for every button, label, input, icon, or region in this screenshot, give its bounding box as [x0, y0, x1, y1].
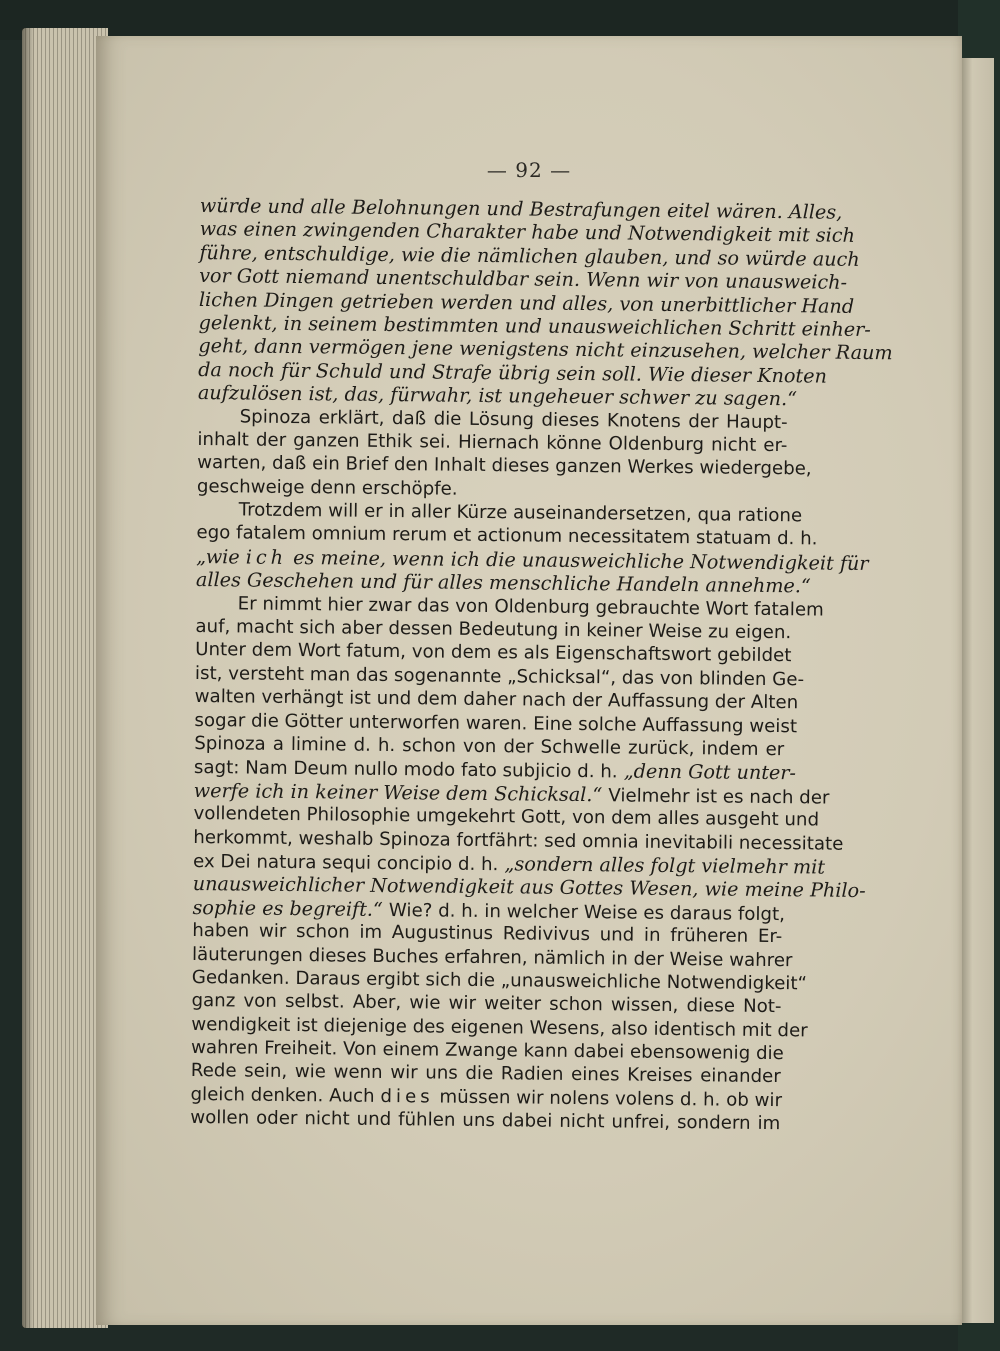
- text-span: Vielmehr ist es nach der: [608, 785, 830, 809]
- text-line: führe, entschuldige, wie die nämlichen glauben, und so würde auch: [199, 240, 860, 271]
- text-line: Unter dem Wort fatum, von dem es als Eigenschaftswort gebildet: [195, 639, 792, 667]
- text-line: inhalt der ganzen Ethik sei. Hiernach könne Oldenburg nicht er-: [197, 428, 788, 457]
- text-line: aufzulösen ist, das, fürwahr, ist ungeheuer schwer zu sagen.“: [197, 381, 798, 411]
- text-line: würde und alle Belohnungen und Bestrafungen eitel wären. Alles,: [199, 194, 843, 224]
- text-line: vollendeten Philosophie umgekehrt Gott, von dem alles ausgeht und: [193, 803, 820, 831]
- text-line: läuterungen dieses Buches erfahren, nämlich in der Weise wahrer: [191, 943, 793, 971]
- text-line: Rede sein, wie wenn wir uns die Radien eines Kreises einander: [190, 1060, 781, 1088]
- page-edges-shadow: [22, 28, 34, 1328]
- text-line: ist, versteht man das sogenannte „Schicksal“, das von blinden Ge-: [194, 662, 805, 691]
- text-line: herkommt, weshalb Spinoza fortfährt: sed omnia inevitabili necessitate: [193, 826, 844, 855]
- text-span: es meine, wenn ich die unausweichliche Notwendigkeit für: [293, 545, 869, 575]
- facing-page-edge: [958, 58, 994, 1323]
- text-line: Er nimmt hier zwar das von Oldenburg gebrauchte Wort fatalem: [237, 593, 824, 621]
- text-line: gelenkt, in seinem bestimmten und unausweichlichen Schritt einher-: [198, 310, 871, 341]
- text-line: haben wir schon im Augustinus Redivivus und in früheren Er-: [192, 920, 783, 948]
- text-line: alles Geschehen und für alles menschliche Handeln annehme.“: [195, 568, 811, 598]
- text-line: da noch für Schuld und Strafe übrig sein soll. Wie dieser Knoten: [198, 357, 828, 388]
- text-span: „sondern alles folgt vielmehr mit: [504, 852, 826, 879]
- text-line: was einen zwingenden Charakter habe und Notwendigkeit mit sich: [199, 217, 856, 248]
- text-span: ex Dei natura sequi concipio d. h.: [192, 850, 499, 876]
- text-line: wendigkeit ist diejenige des eigenen Wesens, also identisch mit der: [191, 1013, 808, 1042]
- text-span: sagt: Nam Deum nullo modo fato subjicio d. h.: [193, 757, 618, 783]
- emphasis-span: dies: [380, 1085, 434, 1108]
- text-line: auf, macht sich aber dessen Bedeutung in keiner Weise zu eigen.: [195, 616, 792, 644]
- text-line: warten, daß ein Brief den Inhalt dieses ganzen Werkes wiedergebe,: [197, 452, 812, 480]
- text-span: Wie? d. h. in welcher Weise es daraus folgt,: [388, 899, 786, 925]
- emphasis-span: ich: [245, 545, 288, 569]
- text-line: Spinoza a limine d. h. schon von der Schwelle zurück, indem er: [194, 732, 785, 761]
- text-line: geht, dann vermögen jene wenigstens nicht einzusehen, welcher Raum: [198, 334, 893, 365]
- text-line: ganz von selbst. Aber, wie wir weiter schon wissen, diese Not-: [191, 990, 782, 1018]
- text-line: ego fatalem omnium rerum et actionum necessitatem statuam d. h.: [196, 522, 818, 550]
- page-number: — 92 —: [486, 158, 572, 182]
- text-span: „wie: [196, 544, 240, 569]
- text-line: lichen Dingen getrieben werden und alles, von unerbittlicher Hand: [198, 287, 855, 318]
- text-line: wahren Freiheit. Von einem Zwange kann dabei ebensowenig die: [190, 1037, 784, 1065]
- text-line: sogar die Götter unterworfen waren. Eine solche Auffassung weist: [194, 709, 798, 737]
- text-span: „denn Gott unter-: [623, 759, 797, 785]
- text-line: unausweichlicher Notwendigkeit aus Gottes Wesen, wie meine Philo-: [192, 872, 866, 903]
- text-span: müssen wir nolens volens d. h. ob wir: [439, 1086, 783, 1111]
- book-cover-top: [0, 0, 1000, 40]
- text-line: Trotzdem will er in aller Kürze auseinandersetzen, qua ratione: [238, 499, 803, 527]
- text-line: Gedanken. Daraus ergibt sich die „unausweichliche Notwendigkeit“: [191, 966, 808, 995]
- page-text: [190, 194, 893, 1136]
- text-span: sophie es begreift.“: [192, 895, 383, 921]
- text-span: gleich denken. Auch: [190, 1083, 375, 1107]
- text-line: walten verhängt ist und dem daher nach der Auffassung der Alten: [194, 686, 799, 714]
- text-line: Spinoza erklärt, daß die Lösung dieses Knotens der Haupt-: [239, 405, 788, 433]
- text-span: werfe ich in keiner Weise dem Schicksal.“: [193, 778, 603, 807]
- text-line: vor Gott niemand unentschuldbar sein. Wenn wir von unausweich-: [199, 264, 848, 294]
- text-line: wollen oder nicht und fühlen uns dabei nicht unfrei, sondern im: [190, 1107, 781, 1135]
- text-line: geschweige denn erschöpfe.: [196, 475, 458, 500]
